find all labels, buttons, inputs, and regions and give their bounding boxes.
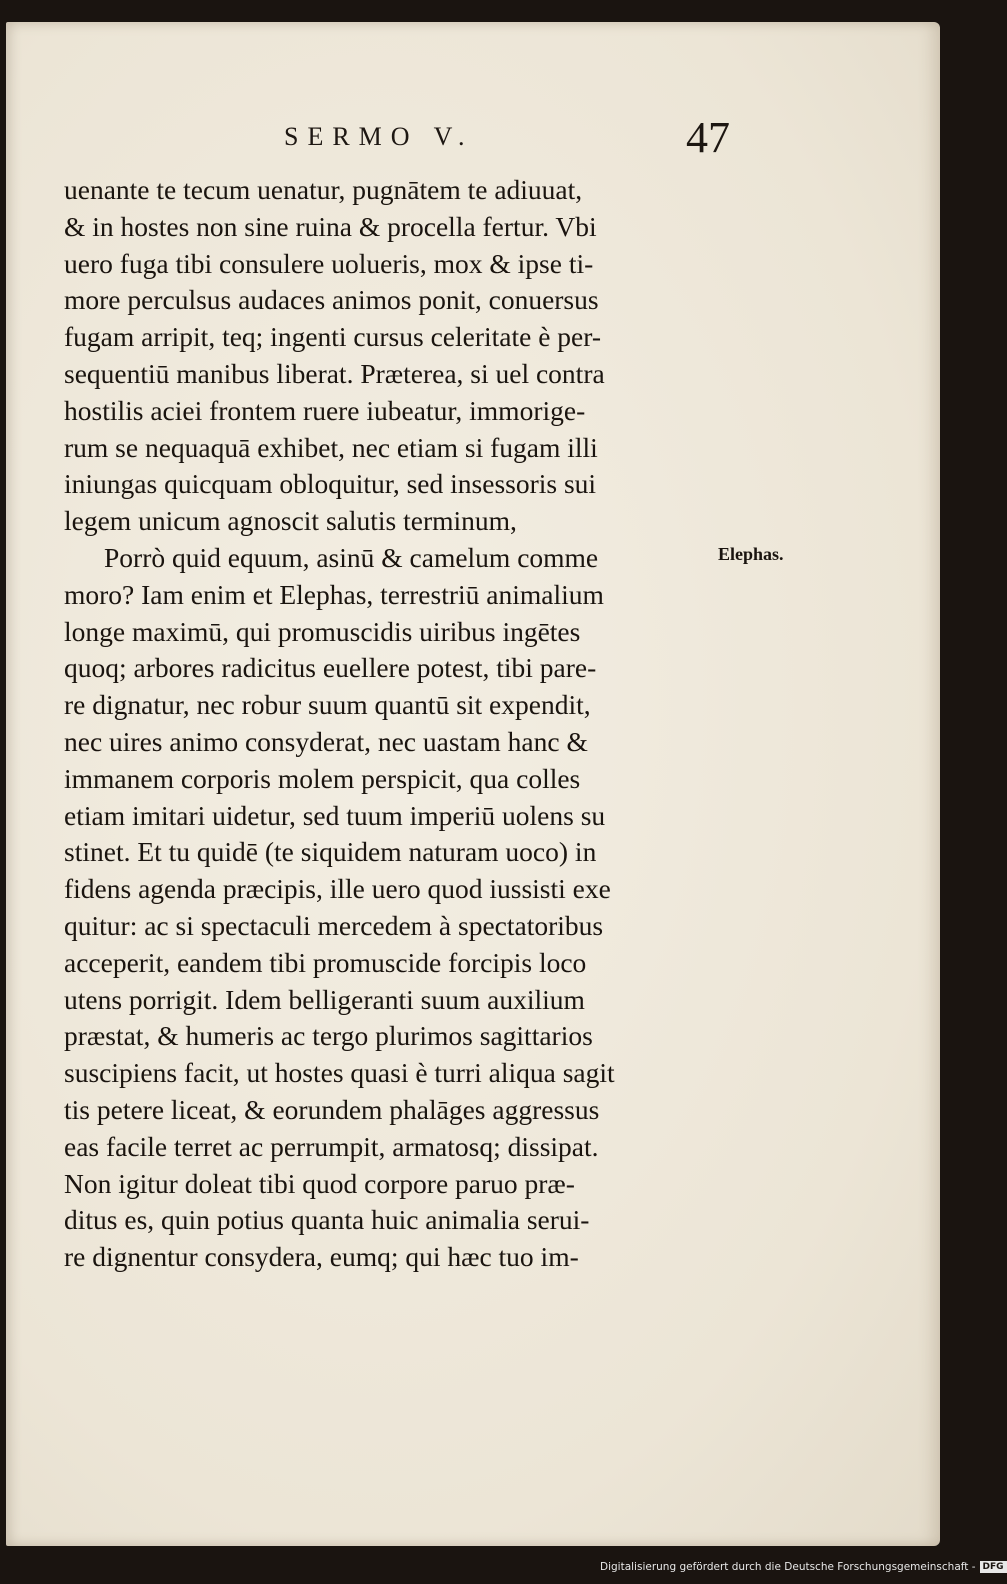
text-line: quitur: ac si spectaculi mercedem à spectatoribus [64,909,604,941]
text-line: longe maximū, qui promuscidis uiribus ingētes [64,615,581,647]
credit-text: Digitalisierung gefördert durch die Deutsche Forschungsgemeinschaft - [600,1561,976,1573]
text-line: re dignatur, nec robur suum quantū sit expendit, [64,689,591,721]
text-line: & in hostes non sine ruina & procella fertur. Vbi [64,210,597,242]
marginal-note: Elephas. [718,544,784,564]
book-page [6,22,940,1546]
text-line: legem unicum agnoscit salutis terminum, [64,505,517,537]
text-line: quoq; arbores radicitus euellere potest, tibi pare- [64,652,597,684]
text-line: fidens agenda præcipis, ille uero quod iussisti exe [64,873,611,905]
running-head: SERMO V. [284,122,474,151]
text-line: sequentiū manibus liberat. Præterea, si uel contra [64,357,605,389]
text-line: nec uires animo consyderat, nec uastam hanc & [64,725,588,757]
text-line: uenante te tecum uenatur, pugnātem te adiuuat, [64,174,583,205]
text-line: iniungas quicquam obloquitur, sed insessoris sui [64,468,597,500]
text-line: rum se nequaquā exhibet, nec etiam si fugam illi [64,431,598,463]
text-line: re dignentur consydera, eumq; qui hæc tuo im- [64,1241,579,1273]
text-line: moro? Iam enim et Elephas, terrestriū animalium [64,578,604,610]
text-line: Non igitur doleat tibi quod corpore paruo præ- [64,1167,575,1199]
text-line: fugam arripit, teq; ingenti cursus celeritate è per- [64,321,602,353]
text-line: acceperit, eandem tibi promuscide forcipis loco [64,946,587,978]
text-line: more perculsus audaces animos ponit, conuersus [64,284,599,316]
text-line: stinet. Et tu quidē (te siquidem naturam uoco) in [64,836,597,868]
text-line: uero fuga tibi consulere uolueris, mox & ipse ti- [64,247,594,279]
text-line: suscipiens facit, ut hostes quasi è turri aliqua sagit [64,1057,615,1089]
text-line: tis petere liceat, & eorundem phalāges aggressus [64,1093,600,1125]
page-number: 47 [686,113,730,162]
text-line: ditus es, quin potius quanta huic animalia serui- [64,1204,590,1236]
text-line: etiam imitari uidetur, sed tuum imperiū uolens su [64,799,606,831]
text-line: utens porrigit. Idem belligeranti suum auxilium [64,983,585,1015]
text-line: eas facile terret ac perrumpit, armatosq; dissipat. [64,1130,599,1162]
text-line: Porrò quid equum, asinū & camelum comme [104,541,599,573]
body-text [64,172,714,1276]
text-line: hostilis aciei frontem ruere iubeatur, immorige- [64,394,586,426]
digitization-credit [600,1561,1007,1573]
text-line: immanem corporis molem perspicit, qua colles [64,762,581,794]
text-line: præstat, & humeris ac tergo plurimos sagittarios [64,1020,593,1052]
dfg-logo-icon: DFG [980,1561,1007,1573]
